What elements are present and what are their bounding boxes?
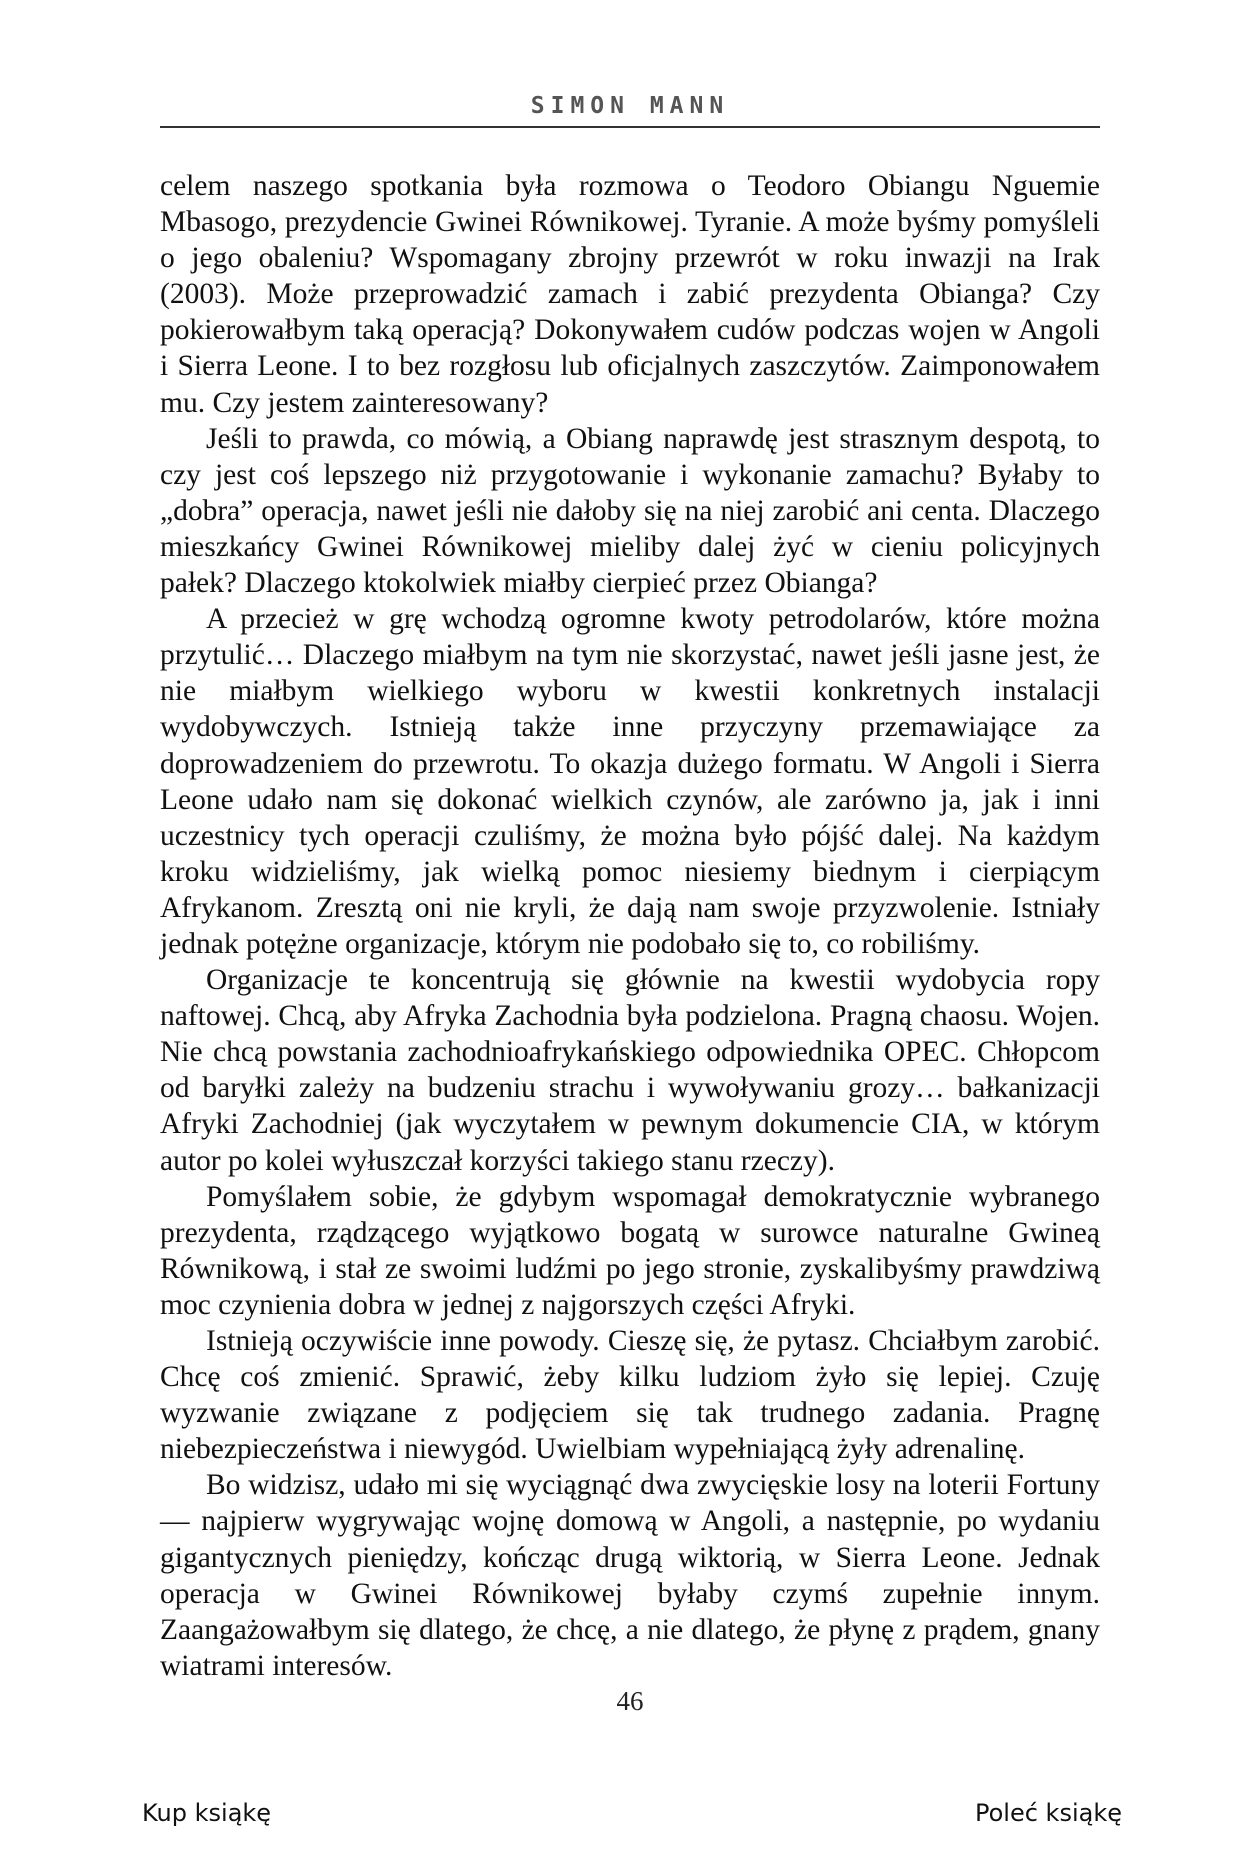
paragraph: Pomyślałem sobie, że gdybym wspomagał demokratycznie wybranego prezydenta, rządzącego wyjątkowo bogatą w surowce naturalne Gwineą Równikową, i stał ze swoimi ludźmi po jego stronie, zyskalibyśmy prawdziwą moc czynienia dobra w jednej z najgorszych części Afryki.: [160, 1180, 1100, 1321]
paragraph: Istnieją oczywiście inne powody. Cieszę się, że pytasz. Chciałbym zarobić. Chcę coś zmienić. Sprawić, żeby kilku ludziom żyło się lepiej. Czuję wyzwanie związane z podjęciem się tak trudnego zadania. Pragnę niebezpieczeństwa i niewygód. Uwielbiam wypełniającą żyły adrenalinę.: [160, 1325, 1100, 1466]
page-number: 46: [616, 1686, 644, 1716]
running-title: SIMON MANN: [530, 93, 730, 119]
recommend-book-link[interactable]: Poleć ksiąkę: [975, 1799, 1122, 1827]
buy-book-link[interactable]: Kup ksiąkę: [142, 1799, 272, 1827]
header-rule: [160, 126, 1100, 128]
paragraph: celem naszego spotkania była rozmowa o Teodoro Obiangu Nguemie Mbasogo, prezydencie Gwinei Równikowej. Tyranie. A może byśmy pomyśleli o jego obaleniu? Wspomagany zbrojny przewrót w roku inwazji na Irak (2003). Może przeprowadzić zamach i zabić prezydenta Obianga? Czy pokierowałbym taką operacją? Dokonywałem cudów podczas wojen w Angoli i Sierra Leone. I to bez rozgłosu lub oficjalnych zaszczytów. Zaimponowałem mu. Czy jestem zainteresowany?: [160, 170, 1100, 419]
paragraph: Organizacje te koncentrują się głównie na kwestii wydobycia ropy naftowej. Chcą, aby Afryka Zachodnia była podzielona. Pragną chaosu. Wojen. Nie chcą powstania zachodnioafrykańskiego odpowiednika OPEC. Chłopcom od baryłki zależy na budzeniu strachu i wywoływaniu grozy… bałkanizacji Afryki Zachodniej (jak wyczytałem w pewnym dokumencie CIA, w którym autor po kolei wyłuszczał korzyści takiego stanu rzeczy).: [160, 964, 1100, 1177]
paragraph: A przecież w grę wchodzą ogromne kwoty petrodolarów, które można przytulić… Dlaczego miałbym na tym nie skorzystać, nawet jeśli jasne jest, że nie miałbym wielkiego wyboru w kwestii konkretnych instalacji wydobywczych. Istnieją także inne przyczyny przemawiające za doprowadzeniem do przewrotu. To okazja dużego formatu. W Angoli i Sierra Leone udało nam się dokonać wielkich czynów, ale zarówno ja, jak i inni uczestnicy tych operacji czuliśmy, że można było pójść dalej. Na każdym kroku widzieliśmy, jak wielką pomoc niesiemy biednym i cierpiącym Afrykanom. Zresztą oni nie kryli, że dają nam swoje przyzwolenie. Istniały jednak potężne organizacje, którym nie podobało się to, co robiliśmy.: [160, 603, 1100, 960]
paragraph: Jeśli to prawda, co mówią, a Obiang naprawdę jest strasznym despotą, to czy jest coś lepszego niż przygotowanie i wykonanie zamachu? Byłaby to „dobra” operacja, nawet jeśli nie dałoby się na niej zarobić ani centa. Dlaczego mieszkańcy Gwinei Równikowej mieliby dalej żyć w cieniu policyjnych pałek? Dlaczego ktokolwiek miałby cierpieć przez Obianga?: [160, 422, 1100, 600]
body-text: [160, 168, 1100, 1684]
running-header: [160, 86, 1100, 126]
paragraph: Bo widzisz, udało mi się wyciągnąć dwa zwycięskie losy na loterii Fortuny — najpierw wygrywając wojnę domową w Angoli, a następnie, po wydaniu gigantycznych pieniędzy, kończąc drugą wiktorią, w Sierra Leone. Jednak operacja w Gwinei Równikowej byłaby czymś zupełnie innym. Zaangażowałbym się dlatego, że chcę, a nie dlatego, że płynę z prądem, gnany wiatrami interesów.: [160, 1469, 1100, 1682]
